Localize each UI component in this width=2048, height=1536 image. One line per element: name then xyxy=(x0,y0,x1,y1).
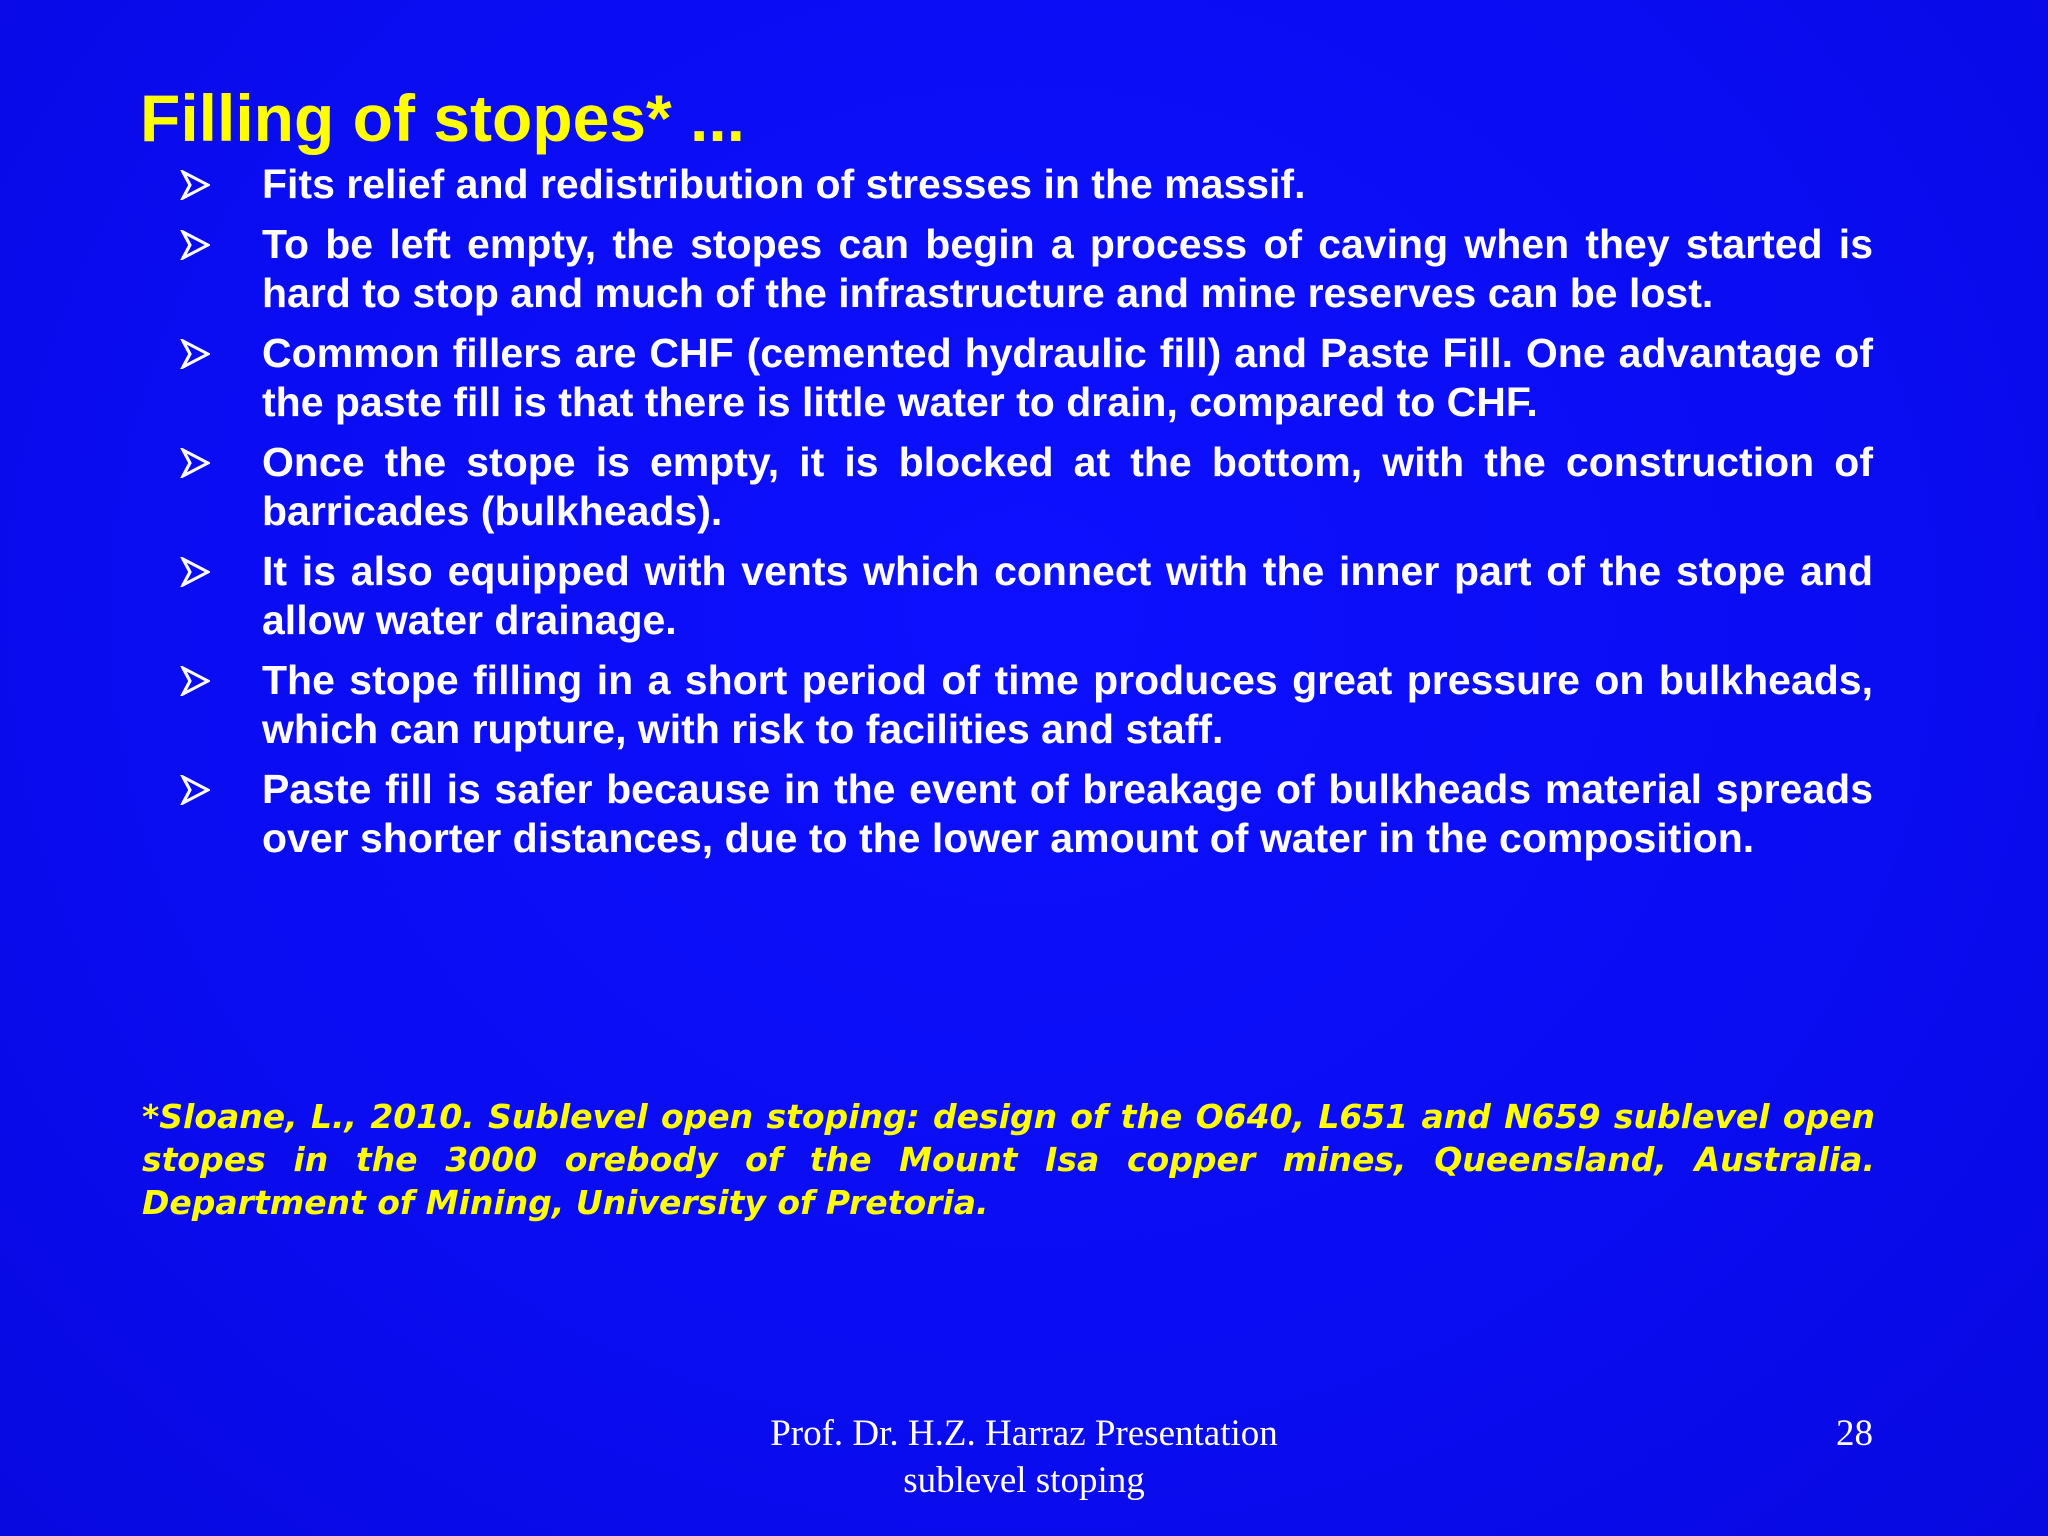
footer xyxy=(624,1410,1424,1504)
page-number: 28 xyxy=(1836,1413,1873,1454)
bullet-item xyxy=(180,329,1873,428)
bullet-item xyxy=(180,438,1873,537)
bullet-item xyxy=(180,160,1873,210)
bullet-text: Fits relief and redistribution of stresses in the massif. xyxy=(262,161,1306,207)
arrowhead-bullet-icon xyxy=(180,230,210,260)
bullet-text: Once the stope is empty, it is blocked at the bottom, with the construction of barricades (bulkheads). xyxy=(262,438,1873,534)
bullet-list xyxy=(180,160,1873,874)
arrowhead-bullet-icon xyxy=(180,775,210,805)
arrowhead-bullet-icon xyxy=(180,339,210,369)
bullet-item xyxy=(180,656,1873,755)
arrowhead-bullet-icon xyxy=(180,557,210,587)
bullet-text: Paste fill is safer because in the event of breakage of bulkheads material spreads over shorter distances, due to the lower amount of water in the composition. xyxy=(262,765,1873,861)
bullet-text: The stope filling in a short period of time produces great pressure on bulkheads, which can rupture, with risk to facilities and staff. xyxy=(262,656,1873,752)
bullet-item xyxy=(180,220,1873,319)
bullet-text: Common fillers are CHF (cemented hydraulic fill) and Paste Fill. One advantage of the paste fill is that there is little water to drain, compared to CHF. xyxy=(262,329,1873,425)
arrowhead-bullet-icon xyxy=(180,666,210,696)
bullet-text: It is also equipped with vents which connect with the inner part of the stope and allow water drainage. xyxy=(262,547,1873,643)
bullet-item xyxy=(180,765,1873,864)
footer-line-2: sublevel stoping xyxy=(903,1460,1145,1501)
footer-line-1: Prof. Dr. H.Z. Harraz Presentation xyxy=(770,1413,1278,1454)
reference-citation: *Sloane, L., 2010. Sublevel open stoping: design of the O640, L651 and N659 sublevel open stopes in the 3000 orebody of the Mount Isa copper mines, Queensland, Australia. Department of Mining, University of Pretoria. xyxy=(142,1097,1875,1222)
bullet-text: To be left empty, the stopes can begin a process of caving when they started is hard to stop and much of the infrastructure and mine reserves can be lost. xyxy=(262,220,1873,316)
slide-title: Filling of stopes* ... xyxy=(140,81,746,155)
bullet-item xyxy=(180,547,1873,646)
arrowhead-bullet-icon xyxy=(180,170,210,200)
arrowhead-bullet-icon xyxy=(180,448,210,478)
